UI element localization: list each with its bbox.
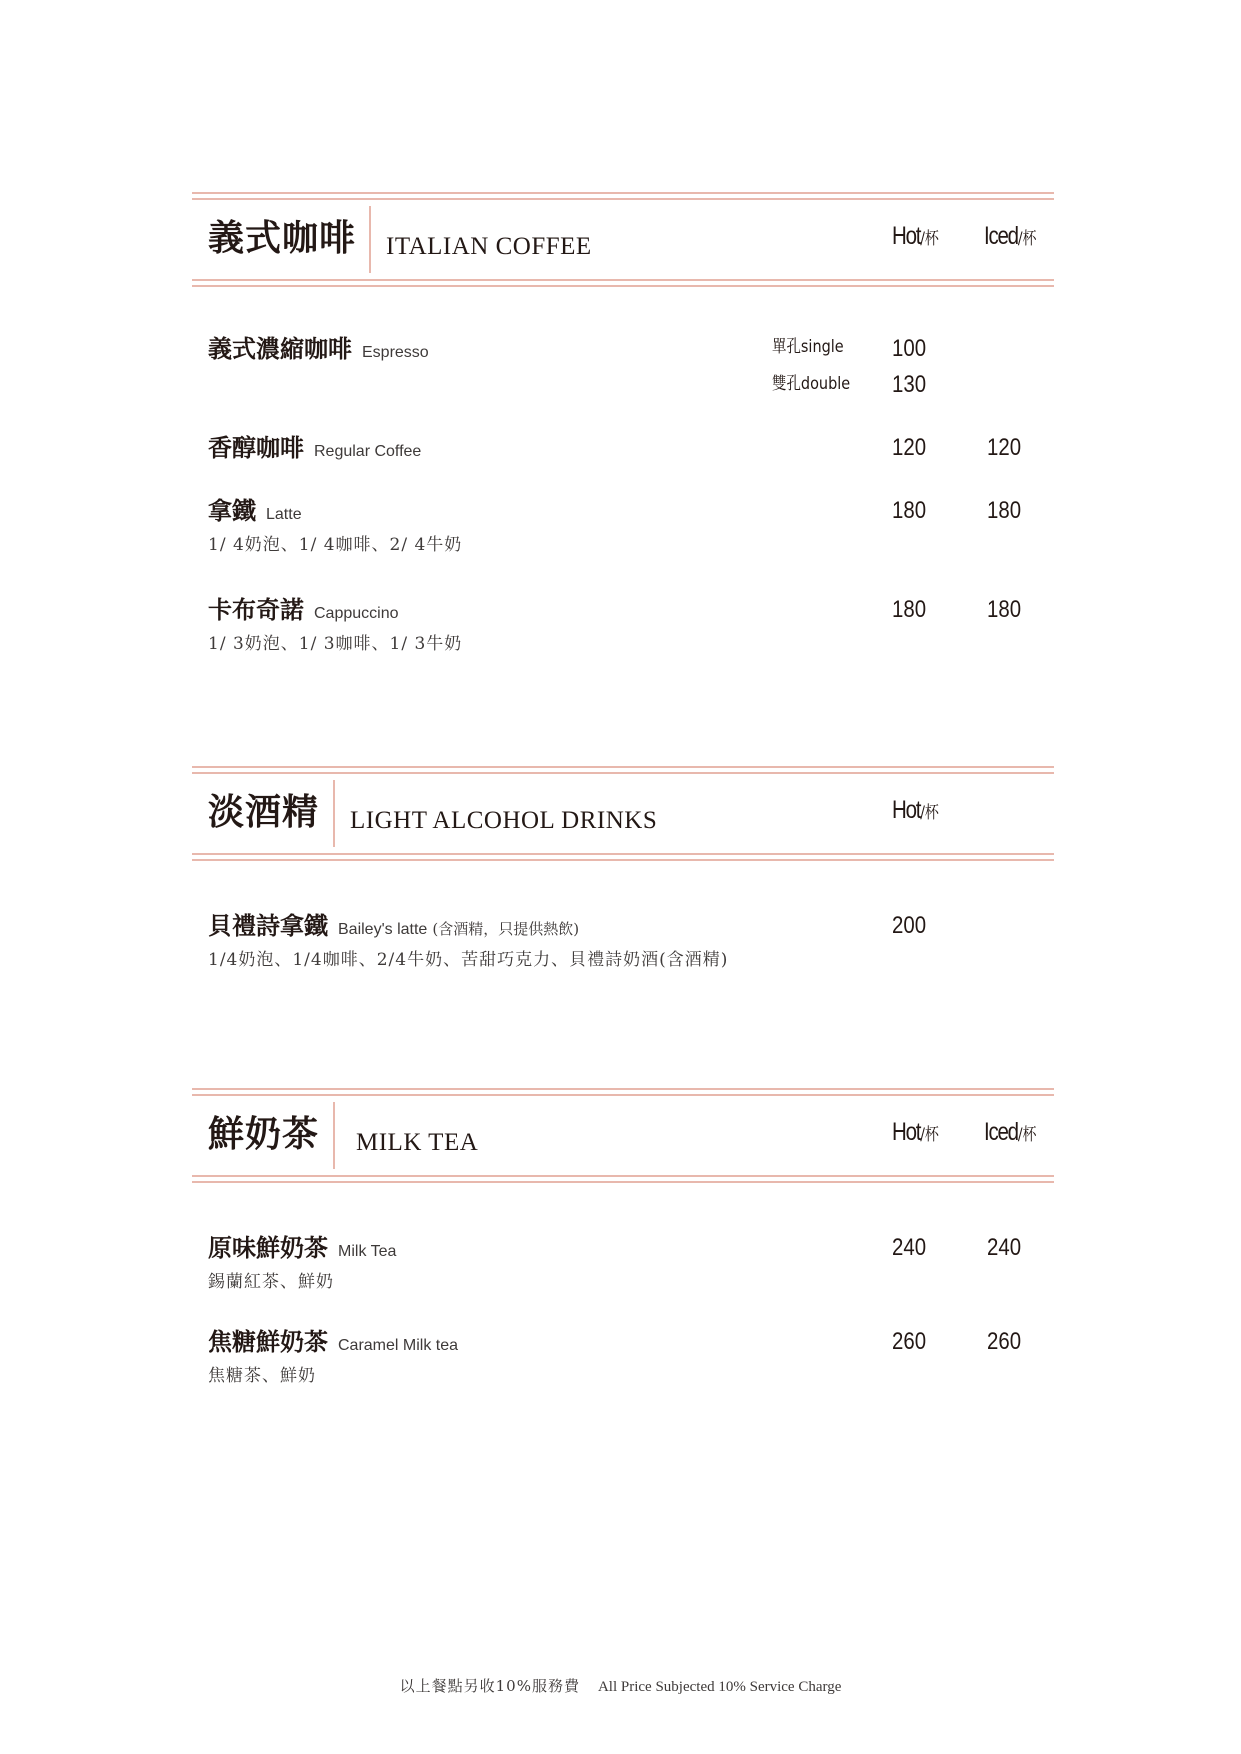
price-iced: 180 bbox=[987, 596, 1022, 623]
size-label-single: 單孔single bbox=[772, 337, 844, 357]
price-double: 130 bbox=[892, 371, 927, 398]
divider-bottom bbox=[192, 1175, 1054, 1183]
item-description: 1/4奶泡、1/4咖啡、2/4牛奶、苦甜巧克力、貝禮詩奶酒(含酒精) bbox=[208, 950, 729, 970]
menu-item bbox=[208, 595, 1054, 655]
menu-item bbox=[208, 334, 1054, 364]
hot-column-header: Hot/杯 bbox=[892, 1118, 939, 1146]
section-milk-tea bbox=[192, 1088, 1054, 1408]
item-description: 焦糖茶、鮮奶 bbox=[208, 1366, 316, 1386]
section-header bbox=[192, 766, 1054, 861]
item-name-zh: 拿鐵 bbox=[208, 496, 256, 525]
item-name-zh: 焦糖鮮奶茶 bbox=[208, 1327, 328, 1356]
section-title-zh: 鮮奶茶 bbox=[208, 1113, 320, 1155]
item-name-en: Bailey's latte bbox=[338, 921, 428, 938]
divider-top bbox=[192, 766, 1054, 774]
iced-column-header: Iced/杯 bbox=[984, 1118, 1037, 1146]
divider-bottom bbox=[192, 853, 1054, 861]
section-title-en: ITALIAN COFFEE bbox=[386, 233, 592, 260]
section-italian-coffee bbox=[192, 192, 1054, 672]
price-hot: 120 bbox=[892, 434, 927, 461]
section-header bbox=[192, 192, 1054, 287]
price-iced: 120 bbox=[987, 434, 1022, 461]
menu-item bbox=[208, 1233, 1054, 1293]
price-single: 100 bbox=[892, 335, 927, 362]
item-name-en: Regular Coffee bbox=[314, 443, 422, 460]
price-hot: 180 bbox=[892, 497, 927, 524]
price-hot: 200 bbox=[892, 912, 927, 939]
hot-column-header: Hot/杯 bbox=[892, 222, 939, 250]
menu-item bbox=[208, 496, 1054, 556]
price-hot: 180 bbox=[892, 596, 927, 623]
item-description: 1/ 3奶泡、1/ 3咖啡、1/ 3牛奶 bbox=[208, 634, 463, 654]
item-name-en: Latte bbox=[266, 506, 302, 523]
footer-zh: 以上餐點另收10%服務費 bbox=[399, 1677, 580, 1695]
price-iced: 180 bbox=[987, 497, 1022, 524]
size-label-double: 雙孔double bbox=[772, 374, 851, 394]
section-title-en: LIGHT ALCOHOL DRINKS bbox=[350, 807, 658, 834]
price-hot: 260 bbox=[892, 1328, 927, 1355]
title-separator bbox=[333, 1102, 335, 1169]
divider-top bbox=[192, 192, 1054, 200]
item-name-en: Espresso bbox=[362, 344, 429, 361]
hot-column-header: Hot/杯 bbox=[892, 796, 939, 824]
title-separator bbox=[333, 780, 335, 847]
menu-item bbox=[208, 433, 1054, 463]
section-header bbox=[192, 1088, 1054, 1183]
item-name-zh: 卡布奇諾 bbox=[208, 595, 304, 624]
footer-en: All Price Subjected 10% Service Charge bbox=[597, 1679, 842, 1695]
section-title-zh: 淡酒精 bbox=[208, 791, 320, 833]
price-hot: 240 bbox=[892, 1234, 927, 1261]
item-description: 1/ 4奶泡、1/ 4咖啡、2/ 4牛奶 bbox=[208, 535, 463, 555]
price-iced: 240 bbox=[987, 1234, 1022, 1261]
item-note: (含酒精，只提供熱飲) bbox=[432, 920, 580, 938]
menu-item bbox=[208, 1327, 1054, 1387]
item-name-en: Caramel Milk tea bbox=[338, 1337, 459, 1354]
item-name-zh: 義式濃縮咖啡 bbox=[208, 334, 352, 363]
item-name-en: Milk Tea bbox=[338, 1243, 397, 1260]
item-description: 錫蘭紅茶、鮮奶 bbox=[208, 1272, 334, 1292]
title-separator bbox=[369, 206, 371, 273]
service-charge-footer bbox=[0, 1675, 1241, 1696]
section-light-alcohol bbox=[192, 766, 1054, 996]
section-title-en: MILK TEA bbox=[356, 1129, 479, 1156]
iced-column-header: Iced/杯 bbox=[984, 222, 1037, 250]
divider-top bbox=[192, 1088, 1054, 1096]
item-name-zh: 貝禮詩拿鐵 bbox=[208, 911, 328, 940]
item-name-zh: 香醇咖啡 bbox=[208, 433, 304, 462]
item-name-zh: 原味鮮奶茶 bbox=[208, 1233, 328, 1262]
price-iced: 260 bbox=[987, 1328, 1022, 1355]
menu-item bbox=[208, 911, 1054, 971]
section-title-zh: 義式咖啡 bbox=[208, 217, 357, 259]
divider-bottom bbox=[192, 279, 1054, 287]
item-name-en: Cappuccino bbox=[314, 605, 399, 622]
